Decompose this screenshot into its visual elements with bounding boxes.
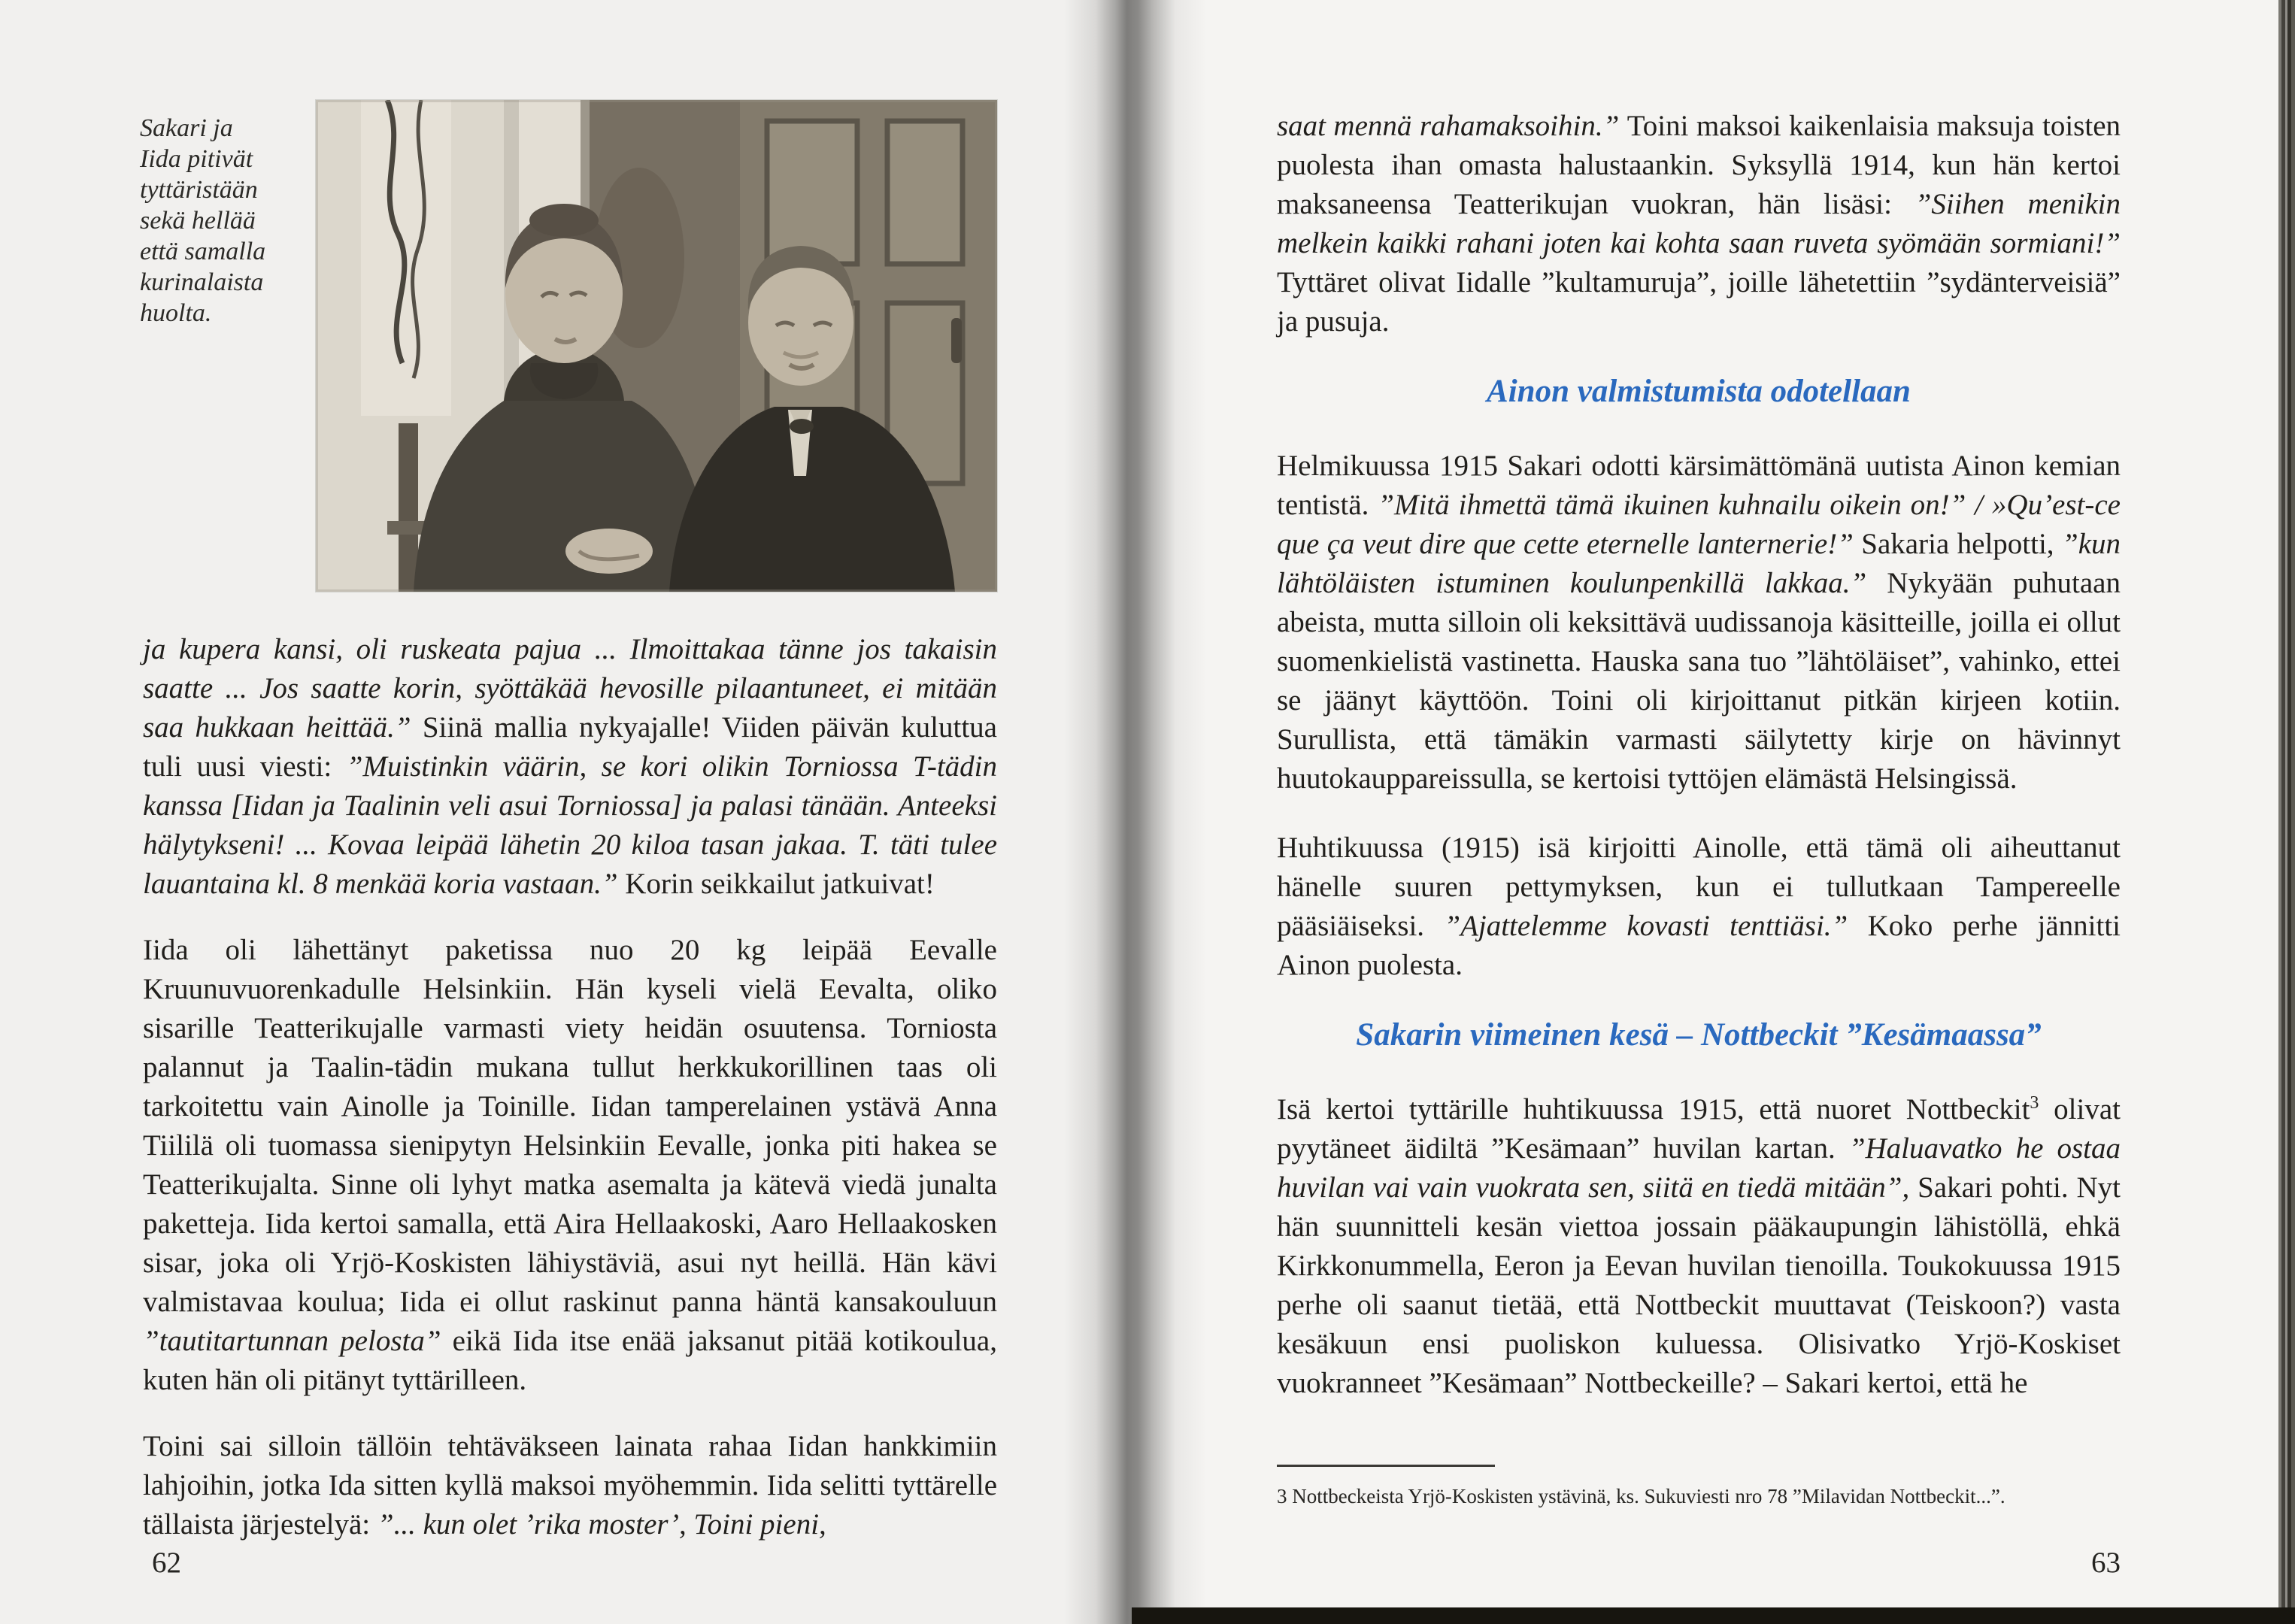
text-segment: ”Siihen menikin melkein kaikki rahani joten kai kohta saan ruveta syömään sormiani!” — [1277, 188, 2121, 259]
paragraph — [143, 630, 997, 904]
footnote — [1277, 1465, 2121, 1509]
text-segment: Toini maksoi kaikenlaisia maksuja toisten puolesta ihan omasta halustaankin. Syksyllä 1914, kun hän kertoi maksaneensa Teatterikujan vuokran, hän lisäsi: — [1277, 110, 2121, 220]
text-segment: ”kun lähtöläisten istuminen koulunpenkillä lakkaa.” — [1277, 528, 2121, 599]
footnote-marker: 3 — [2030, 1093, 2039, 1113]
caption-line: tyttäristään — [140, 176, 258, 204]
text-segment: olivat pyytäneet äidiltä ”Kesämaan” huvilan kartan. — [1277, 1093, 2121, 1165]
text-segment: Huhtikuussa (1915) isä kirjoitti Ainolle, että tämä oli aiheuttanut hänelle suuren pettymyksen, kun ei tullutkaan Tampereelle pääsiäiseksi. — [1277, 832, 2121, 942]
text-segment: ja kupera kansi, oli ruskeata pajua ... Ilmoittakaa tänne jos takaisin saatte ... Jos saatte korin, syöttäkää hevosille pilaantuneet, ei mitään saa hukkaan heittää.” — [143, 633, 997, 744]
text-segment: ”tautitartunnan pelosta” — [143, 1325, 441, 1357]
caption-line: kurinalaista — [140, 268, 264, 296]
caption-line: että samalla — [140, 238, 266, 265]
photo-illustration — [316, 100, 997, 592]
footnote-rule — [1277, 1465, 1495, 1467]
text-segment: Sakari pohti. Nyt hän suunnitteli kesän viettoa jossain pääkaupungin lähistöllä, ehkä Kirkkonummella, Eeron ja Eevan huvilan tienoilla. Toukokuussa 1915 perhe oli saanut tietää, että Nottbeckit muuttavat (Teiskoon?) vasta kesäkuun ensi puoliskon kuluessa. Olisivatko Yrjö-Koskiset vuokranneet ”Kesämaan” Nottbeckeille? – Sakari kertoi, että he — [1277, 1171, 2121, 1399]
caption-line: huolta. — [140, 299, 212, 327]
text-segment: ”Ajattelemme kovasti tenttiäsi.” — [1444, 910, 1868, 942]
page-number-left: 62 — [152, 1547, 181, 1579]
text-segment: Iida oli lähettänyt paketissa nuo 20 kg leipää Eevalle Kruunuvuorenkadulle Helsinkiin. Hän kyseli vielä Eevalta, oliko sisarille Teatterikujalle varmasti viety heidän osuutensa. Torniosta palannut ja Taalin-tädin mukana tullut herkkukorillinen taas oli tarkoitettu vain Ainolle ja Toinille. Iidan tamperelainen ystävä Anna Tiililä oli tuomassa sienipytyn Helsinkiin Eevalle, jonka piti hakea se Teatterikujalta. Sinne oli lyhyt matka asemalta ja kätevä viedä junalta paketteja. Iida kertoi samalla, että Aira Hellaakoski, Aaro Hellaakosken sisar, joka oli Yrjö-Koskisten lähiystäviä, asui nyt heillä. Hän kävi valmistavaa koulua; Iida ei ollut raskinut panna häntä kansakouluun — [143, 934, 997, 1318]
section-heading: Sakarin viimeinen kesä – Nottbeckit ”Kesämaassa” — [1356, 1017, 2042, 1053]
book-spine-shadow — [1064, 0, 1207, 1624]
text-segment: Siinä mallia nykyajalle! Viiden päivän kuluttua tuli uusi viesti: — [143, 711, 997, 783]
footnote-text: 3 Nottbeckeista Yrjö-Koskisten ystävinä, ks. Sukuviesti nro 78 ”Milavidan Nottbeckit...”. — [1277, 1485, 2005, 1507]
paragraph — [1277, 829, 2121, 985]
paragraph — [143, 931, 997, 1400]
page-edge-bottom — [1132, 1607, 2295, 1624]
text-segment: Helmikuussa 1915 Sakari odotti kärsimättömänä uutista Ainon kemian tentistä. — [1277, 450, 2121, 521]
text-segment: Nykyään puhutaan abeista, mutta silloin oli keksittävä uudissanoja käsitteille, joilla ei ollut suomenkielistä vastinetta. Hauska sana tuo ”lähtöläiset”, vahinko, ettei se jäänyt käyttöön. Toini oli kirjoittanut pitkän kirjeen kotiin. Surullista, että tämäkin varmasti säilytetty kirje on hävinnyt huutokauppareissulla, se kertoisi tyttöjen elämästä Helsingissä. — [1277, 567, 2121, 795]
left-page-body — [143, 630, 997, 1571]
text-segment: Tyttäret olivat Iidalle ”kultamuruja”, joille lähetettiin ”sydänterveisiä” ja pusuja. — [1277, 266, 2121, 338]
text-segment: Toini sai silloin tällöin tehtäväkseen lainata rahaa Iidan hankkimiin lahjoihin, jotka Ida sitten kyllä maksoi myöhemmin. Iida selitti tyttärelle tällaista järjestelyä: — [143, 1430, 997, 1541]
right-page-body — [1277, 107, 2121, 1433]
text-segment: Sakaria helpotti, — [1861, 528, 2062, 560]
paragraph — [1277, 447, 2121, 798]
photo-caption — [140, 113, 309, 329]
text-segment: Korin seikkailut jatkuivat! — [625, 868, 935, 900]
section-heading: Ainon valmistumista odotellaan — [1487, 374, 1911, 409]
caption-line: Sakari ja — [140, 114, 233, 142]
page-number-right: 63 — [2091, 1547, 2121, 1579]
text-segment: ”Muistinkin väärin, se kori olikin Torniossa T-tädin kanssa [Iidan ja Taalinin veli asui Torniossa] ja palasi tänään. Anteeksi hälytykseni! ... Kovaa leipää lähetin 20 kiloa tasan jakaa. T. täti tulee lauantaina kl. 8 menkää koria vastaan.” — [143, 750, 997, 900]
text-segment: Isä kertoi tyttärille huhtikuussa 1915, että nuoret Nottbeckit — [1277, 1093, 2030, 1126]
text-segment: ”Mitä ihmettä tämä ikuinen kuhnailu oikein on!” / »Qu’est-ce que ça veut dire que cette eternelle lanternerie!” — [1277, 489, 2121, 560]
text-segment: saat mennä rahamaksoihin.” — [1277, 110, 1627, 142]
text-segment: Koko perhe jännitti Ainon puolesta. — [1277, 910, 2121, 981]
paragraph — [1277, 107, 2121, 341]
caption-line: Iida pitivät — [140, 145, 253, 173]
text-segment: ”Haluavatko he ostaa huvilan vai vain vuokrata sen, siitä en tiedä mitään”, — [1277, 1132, 2121, 1204]
photo-sakari-and-iida — [316, 100, 997, 592]
page-edge-right — [2278, 0, 2295, 1624]
text-segment: eikä Iida itse enää jaksanut pitää kotikoulua, kuten hän oli pitänyt tyttärilleen. — [143, 1325, 997, 1396]
paragraph — [1277, 1090, 2121, 1403]
caption-line: sekä hellää — [140, 207, 256, 235]
text-segment: ”... kun olet ’rika moster’, Toini pieni, — [377, 1508, 826, 1541]
paragraph — [143, 1427, 997, 1544]
